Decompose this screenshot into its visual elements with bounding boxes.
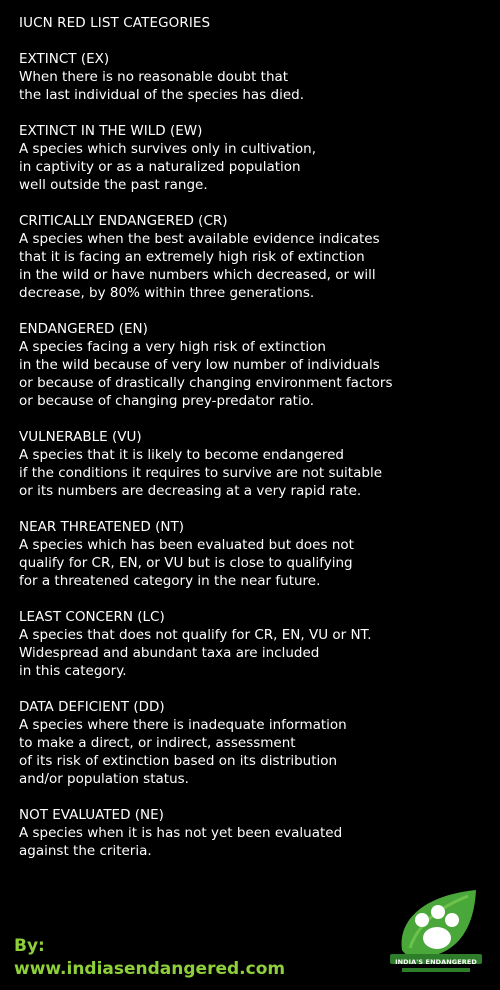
category-description-line: that it is facing an extremely high risk of extinction [19, 249, 365, 265]
category-heading: DATA DEFICIENT (DD) [19, 699, 165, 715]
category-block [19, 320, 489, 410]
category-block [19, 518, 489, 590]
category-heading: CRITICALLY ENDANGERED (CR) [19, 213, 228, 229]
category-heading: NOT EVALUATED (NE) [19, 807, 164, 823]
category-block [19, 806, 489, 860]
category-description-line: against the criteria. [19, 843, 152, 859]
category-description-line: decrease, by 80% within three generations. [19, 285, 315, 301]
category-description-line: the last individual of the species has died. [19, 87, 304, 103]
page-title: IUCN RED LIST CATEGORIES [19, 15, 211, 31]
category-description-line: A species that does not qualify for CR, EN, VU or NT. [19, 627, 372, 643]
category-description-line: A species which has been evaluated but does not [19, 537, 354, 553]
category-description-line: in captivity or as a naturalized population [19, 159, 301, 175]
document-body [19, 14, 489, 878]
footer-by-label: By: [14, 936, 45, 956]
leaf-pawprint-icon [388, 884, 484, 982]
footer-url-link[interactable]: www.indiasendangered.com [14, 959, 286, 979]
category-description-line: if the conditions it requires to survive are not suitable [19, 465, 383, 481]
category-description-line: qualify for CR, EN, or VU but is close to qualifying [19, 555, 353, 571]
category-description-line: well outside the past range. [19, 177, 208, 193]
category-description-line: Widespread and abundant taxa are included [19, 645, 320, 661]
category-description-line: A species when the best available evidence indicates [19, 231, 380, 247]
category-block [19, 212, 489, 302]
category-description-line: for a threatened category in the near future. [19, 573, 321, 589]
category-heading: EXTINCT IN THE WILD (EW) [19, 123, 203, 139]
category-block [19, 428, 489, 500]
category-description-line: in this category. [19, 663, 127, 679]
footer [14, 935, 285, 981]
category-block [19, 50, 489, 104]
category-block [19, 608, 489, 680]
category-description-line: of its risk of extinction based on its distribution [19, 753, 338, 769]
category-description-line: A species that it is likely to become endangered [19, 447, 344, 463]
logo-text: INDIA'S ENDANGERED [395, 958, 477, 966]
category-description-line: in the wild or have numbers which decreased, or will [19, 267, 376, 283]
category-description-line: or because of drastically changing environment factors [19, 375, 393, 391]
category-heading: NEAR THREATENED (NT) [19, 519, 184, 535]
category-list [19, 50, 489, 860]
category-heading: LEAST CONCERN (LC) [19, 609, 165, 625]
category-heading: VULNERABLE (VU) [19, 429, 142, 445]
category-description-line: in the wild because of very low number of individuals [19, 357, 380, 373]
category-description-line: or its numbers are decreasing at a very rapid rate. [19, 483, 362, 499]
category-description-line: A species when it is has not yet been evaluated [19, 825, 343, 841]
category-description-line: A species where there is inadequate information [19, 717, 347, 733]
category-description-line: A species facing a very high risk of extinction [19, 339, 326, 355]
logo [388, 884, 484, 982]
category-description-line: or because of changing prey-predator ratio. [19, 393, 315, 409]
category-description-line: When there is no reasonable doubt that [19, 69, 289, 85]
category-block [19, 122, 489, 194]
category-description-line: and/or population status. [19, 771, 189, 787]
category-description-line: to make a direct, or indirect, assessment [19, 735, 296, 751]
category-heading: ENDANGERED (EN) [19, 321, 148, 337]
category-description-line: A species which survives only in cultivation, [19, 141, 316, 157]
category-block [19, 698, 489, 788]
category-heading: EXTINCT (EX) [19, 51, 110, 67]
